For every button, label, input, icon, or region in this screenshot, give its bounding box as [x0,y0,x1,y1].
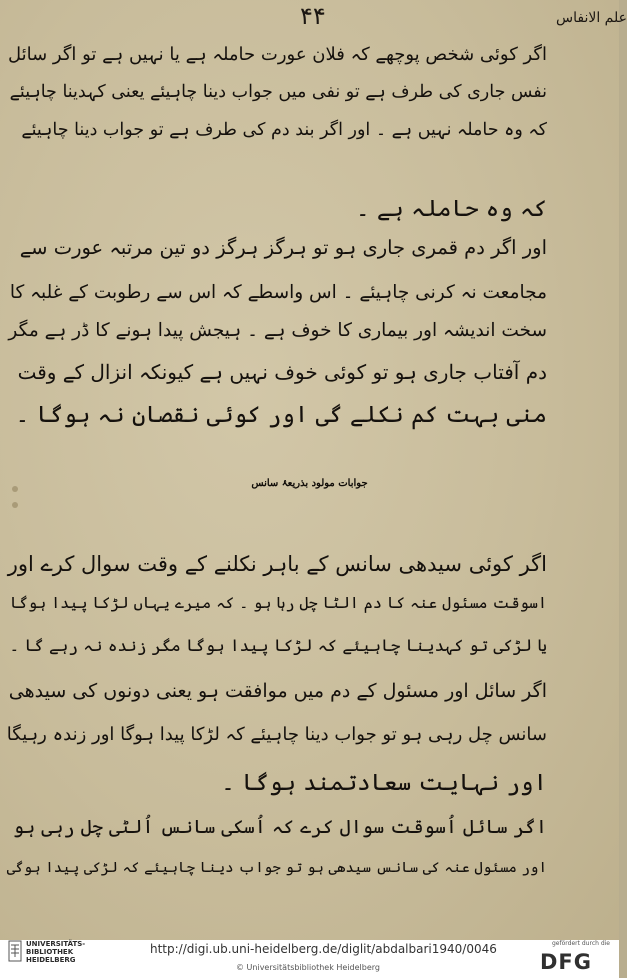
text-line: سانس چل رہی ہو تو جواب دینا چاہیئے کہ لڑکا پیدا ہوگا اور زندہ رہیگا [6,724,547,745]
text-line: سخت اندیشہ اور بیماری کا خوف ہے ۔ ہیجش پیدا ہونے کا ڈر ہے مگر [8,320,547,341]
text-line: کہ وہ حاملہ نہیں ہے ۔ اور اگر بند دم کی طرف ہے تو جواب دینا چاہیئے [21,120,547,140]
page-number: ۴۴ [300,2,326,30]
text-line: اور اگر دم قمری جاری ہو تو ہرگز ہرگز دو تین مرتبہ عورت سے [19,236,547,259]
text-line: اگر کوئی سیدھی سانس کے باہر نکلنے کے وقت سوال کرے اور [7,552,547,576]
university-seal-icon [8,940,22,962]
text-line: دم آفتاب جاری ہو تو کوئی خوف نہیں ہے کیونکہ انزال کے وقت [17,360,547,384]
text-line: اسوقت مسئول عنہ کا دم الٹا چل رہا ہو ۔ کہ میرے یہاں لڑکا پیدا ہوگا [9,594,547,612]
copyright-text: © Universitätsbibliothek Heidelberg [236,963,381,972]
text-line: کہ وہ حاملہ ہے ۔ [356,196,547,222]
permalink-url[interactable]: http://digi.ub.uni-heidelberg.de/diglit/abdalbari1940/0046 [150,942,497,956]
dfg-logo: DFG [540,950,593,974]
footer [0,940,619,978]
text-line: اگر سائل اُسوقت سوال کرے کہ اُسکی سانس اُلٹی چل رہی ہو [12,816,547,838]
header-reference: علم الانفاس [556,10,627,26]
institution-logo [8,940,86,964]
text-line: اور مسئول عنہ کی سانس سیدھی ہو تو جواب دینا چاہیئے کہ لڑکی پیدا ہوگی [6,860,547,876]
text-line: یا لڑکی تو کہدینا چاہیئے کہ لڑکا پیدا ہوگا مگر زندہ نہ رہے گا ۔ [9,636,547,655]
text-line: اگر کوئی شخص پوچھے کہ فلان عورت حاملہ ہے یا نہیں ہے تو اگر سائل [7,44,547,65]
funding-note: gefördert durch die [552,940,610,947]
text-line: منی بہت کم نکلے گی اور کوئی نقصان نہ ہوگا ۔ [15,402,547,428]
text-line: اور نہایت سعادتمند ہوگا ۔ [221,770,547,796]
text-line: اگر سائل اور مسئول کے دم میں موافقت ہو یعنی دونوں کی سیدھی [8,680,547,702]
institution-name: UNIVERSITÄTS- BIBLIOTHEK HEIDELBERG [26,940,86,964]
text-line: نفس جاری کی طرف ہے تو نفی میں جواب دینا چاہیئے یعنی کہدینا چاہیئے [9,82,547,102]
text-line: مجامعت نہ کرنی چاہیئے ۔ اس واسطے کہ اس سے رطوبت کے غلبہ کا [9,282,547,303]
section-heading: جوابات مولود بذریعۂ سانس [251,478,368,489]
